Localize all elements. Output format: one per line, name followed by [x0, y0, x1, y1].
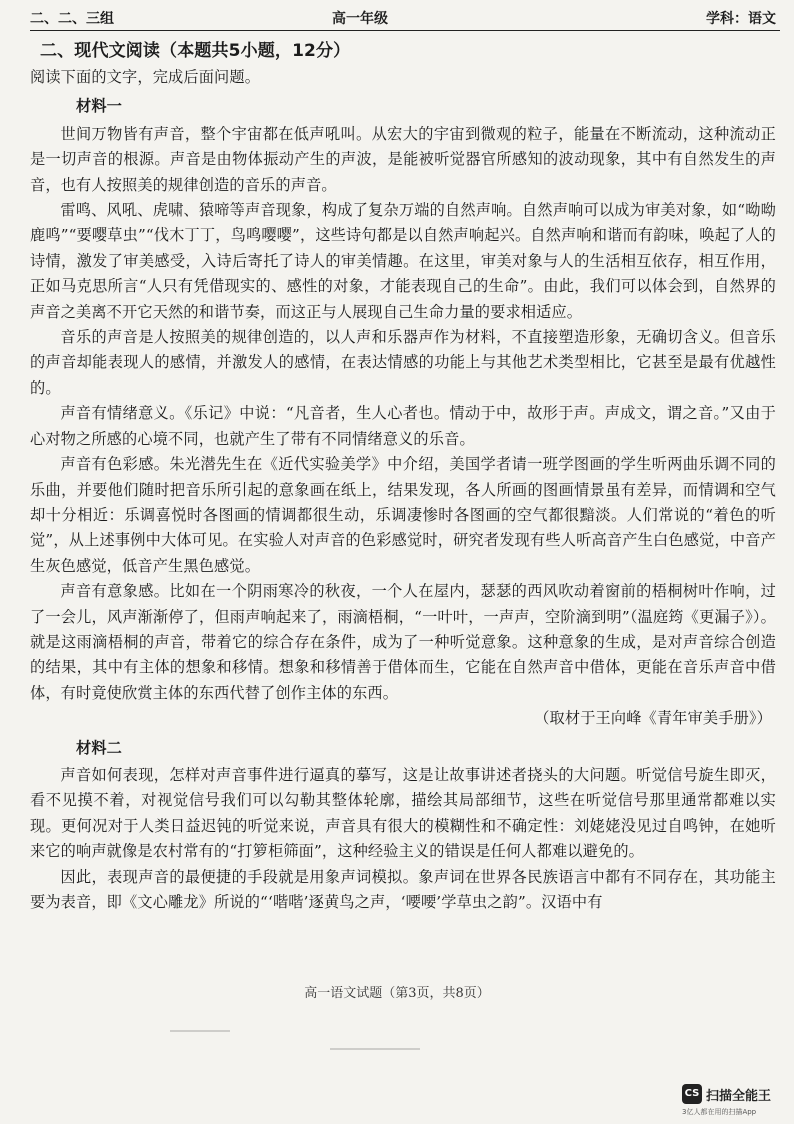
section-title: 二、现代文阅读（本题共5小题，12分） [40, 41, 351, 61]
scan-noise [170, 1030, 230, 1032]
material-1-paragraph: 声音有意象感。比如在一个阴雨寒冷的秋夜，一个人在屋内，瑟瑟的西风吹动着窗前的梧桐树叶作响，过了一会儿，风声渐渐停了，但雨声响起来了，雨滴梧桐，“一叶叶，一声声，空阶滴到明”（温庭筠《更漏子》）。就是这雨滴梧桐的声音，带着它的综合存在条件，成为了一种听觉意象。这种意象的生成，是对声音综合创造的结果，其中有主体的想象和移情。想象和移情善于借体而生，它能在自然声音中借体，更能在音乐声音中借体，有时竟使欣赏主体的东西代替了创作主体的东西。 [30, 582, 776, 702]
material-1-paragraph: 声音有色彩感。朱光潜先生在《近代实验美学》中介绍，美国学者请一班学图画的学生听两曲乐调不同的乐曲，并要他们随时把音乐所引起的意象画在纸上，结果发现，各人所画的图画情景虽有差异，而情调和空气却十分相近：乐调喜悦时各图画的情调都很生动，乐调凄惨时各图画的空气都很黯淡。人们常说的“着色的听觉”，从上述事例中大体可见。在实验人对声音的色彩感觉时，研究者发现有些人听高音产生白色感觉，中音产生灰色感觉，低音产生黑色感觉。 [30, 455, 776, 575]
page-header [30, 4, 780, 31]
material-2-label: 材料二 [76, 738, 123, 757]
section-instruction: 阅读下面的文字，完成后面问题。 [30, 68, 261, 86]
material-1-paragraph: 世间万物皆有声音，整个宇宙都在低声吼叫。从宏大的宇宙到微观的粒子，能量在不断流动，这种流动正是一切声音的根源。声音是由物体振动产生的声波，是能被听觉器官所感知的波动现象，其中有自然发生的声音，也有人按照美的规律创造的音乐的声音。 [30, 124, 776, 194]
header-grade: 高一年级 [332, 11, 388, 27]
material-1-paragraph: 音乐的声音是人按照美的规律创造的，以人声和乐器声作为材料，不直接塑造形象，无确切含义。但音乐的声音却能表现人的感情，并激发人的感情，在表达情感的功能上与其他艺术类型相比，它甚至是最有优越性的。 [30, 328, 776, 397]
header-group: 二、二、三组 [30, 11, 114, 27]
watermark-name: 扫描全能王 [706, 1089, 772, 1104]
material-1-label: 材料一 [76, 97, 123, 116]
material-1-paragraph: 雷鸣、风吼、虎啸、猿啼等声音现象，构成了复杂万端的自然声响。自然声响可以成为审美对象，如“呦呦鹿鸣”“要嘤草虫”“伐木丁丁，鸟鸣嘤嘤”，这些诗句都是以自然声响起兴。自然声响和谐而有韵味，唤起了人的诗情，激发了审美感受，入诗后寄托了诗人的审美情趣。在这里，审美对象与人的生活相互依存，相互作用，正如马克思所言“人只有凭借现实的、感性的对象，才能表现自己的生命”。由此，我们可以体会到，自然界的声音之美离不开它天然的和谐节奏，而这正与人展现自己生命力量的要求相适应。 [30, 201, 776, 321]
material-2-paragraph: 因此，表现声音的最便捷的手段就是用象声词模拟。象声词在世界各民族语言中都有不同存在，其功能主要为表音，即《文心雕龙》所说的“‘喈喈’逐黄鸟之声，‘喓喓’学草虫之韵”。汉语中有 [30, 867, 776, 911]
material-1-source: （取材于王向峰《青年审美手册》） [534, 709, 772, 728]
watermark-tagline: 3亿人都在用的扫描App [682, 1108, 757, 1116]
material-2-paragraph: 声音如何表现，怎样对声音事件进行逼真的摹写，这是让故事讲述者挠头的大问题。听觉信号旋生即灭，看不见摸不着，对视觉信号我们可以勾勒其整体轮廓，描绘其局部细节，这些在听觉信号那里通常都难以实现。更何况对于人类日益迟钝的听觉来说，声音具有很大的模糊性和不确定性：刘姥姥没见过自鸣钟，在她听来它的响声就像是农村常有的“打箩柜筛面”，这种经验主义的错误是任何人都难以避免的。 [30, 765, 776, 861]
header-subject: 学科：语文 [706, 11, 776, 27]
material-1-paragraph: 声音有情绪意义。《乐记》中说：“凡音者，生人心者也。情动于中，故形于声。声成文，谓之音。”又由于心对物之所感的心境不同，也就产生了带有不同情绪意义的乐音。 [30, 404, 776, 448]
scanner-watermark [682, 1080, 794, 1120]
exam-content [30, 37, 776, 915]
cs-logo-icon: CS [682, 1084, 702, 1104]
scan-noise [330, 1048, 420, 1050]
page-footer: 高一语文试题（第3页，共8页） [304, 986, 490, 1001]
